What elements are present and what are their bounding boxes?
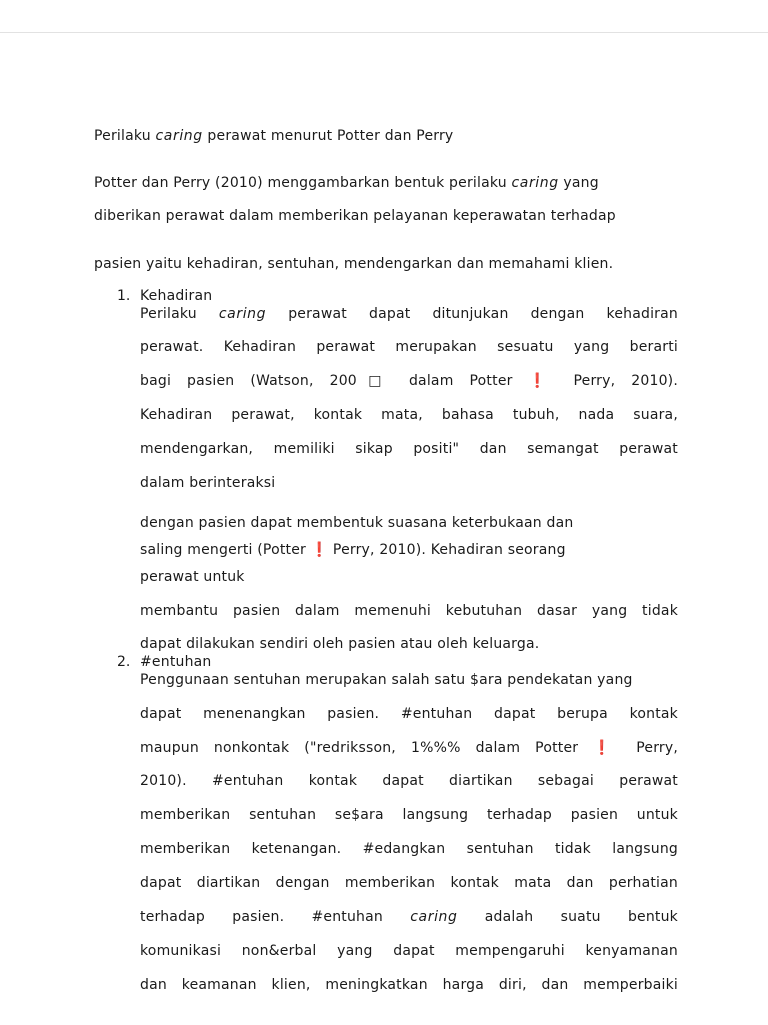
title-text-rest: perawat menurut Potter dan Perry (202, 128, 454, 144)
paragraph-line: mendengarkan, memiliki sikap positi" dan semangat perawat (140, 441, 678, 457)
intro-line-2: diberikan perawat dalam memberikan pelayanan keperawatan terhadap (94, 208, 616, 224)
title-italic-text: caring (155, 128, 203, 144)
intro-line-3: pasien yaitu kehadiran, sentuhan, mendengarkan dan memahami klien. (94, 256, 614, 272)
paragraph-line: 2010). #entuhan kontak dapat diartikan sebagai perawat (140, 773, 678, 789)
paragraph-line: membantu pasien dalam memenuhi kebutuhan dasar yang tidak (140, 603, 678, 619)
paragraph-line: dapat diartikan dengan memberikan kontak mata dan perhatian (140, 875, 678, 891)
list-number: 2. (117, 654, 131, 670)
list-heading: #entuhan (140, 654, 212, 670)
paragraph-line: Penggunaan sentuhan merupakan salah satu $ara pendekatan yang (140, 672, 633, 688)
paragraph-line: memberikan sentuhan se$ara langsung terhadap pasien untuk (140, 807, 678, 823)
paragraph-line: Kehadiran perawat, kontak mata, bahasa tubuh, nada suara, (140, 407, 678, 423)
title-text: Perilaku (94, 128, 156, 144)
paragraph-line: saling mengerti (Potter ❗ Perry, 2010). Kehadiran seorang (140, 542, 566, 558)
list-number: 1. (117, 288, 131, 304)
paragraph-line: Perilaku caring perawat dapat ditunjukan dengan kehadiran (140, 306, 678, 322)
paragraph-line: maupun nonkontak ("redriksson, 1%%% dalam Potter ❗ Perry, (140, 740, 678, 756)
paragraph-line: terhadap pasien. #entuhan caring adalah suatu bentuk (140, 909, 678, 925)
paragraph-line: dalam berinteraksi (140, 475, 276, 491)
document-title (94, 127, 453, 145)
paragraph-line: perawat. Kehadiran perawat merupakan sesuatu yang berarti (140, 339, 678, 355)
paragraph-line: komunikasi non&erbal yang dapat mempengaruhi kenyamanan (140, 943, 678, 959)
paragraph-line: dapat dilakukan sendiri oleh pasien atau oleh keluarga. (140, 636, 540, 652)
paragraph-line: bagi pasien (Watson, 200□ dalam Potter ❗ Perry, 2010). (140, 373, 678, 389)
paragraph-line: dan keamanan klien, meningkatkan harga diri, dan memperbaiki (140, 977, 678, 993)
paragraph-line: dapat menenangkan pasien. #entuhan dapat berupa kontak (140, 706, 678, 722)
list-heading: Kehadiran (140, 288, 213, 304)
intro-line-1: Potter dan Perry (2010) menggambarkan bentuk perilaku caring yang (94, 175, 599, 191)
paragraph-line: memberikan ketenangan. #edangkan sentuhan tidak langsung (140, 841, 678, 857)
paragraph-line: dengan pasien dapat membentuk suasana keterbukaan dan (140, 515, 574, 531)
paragraph-line: perawat untuk (140, 569, 245, 585)
